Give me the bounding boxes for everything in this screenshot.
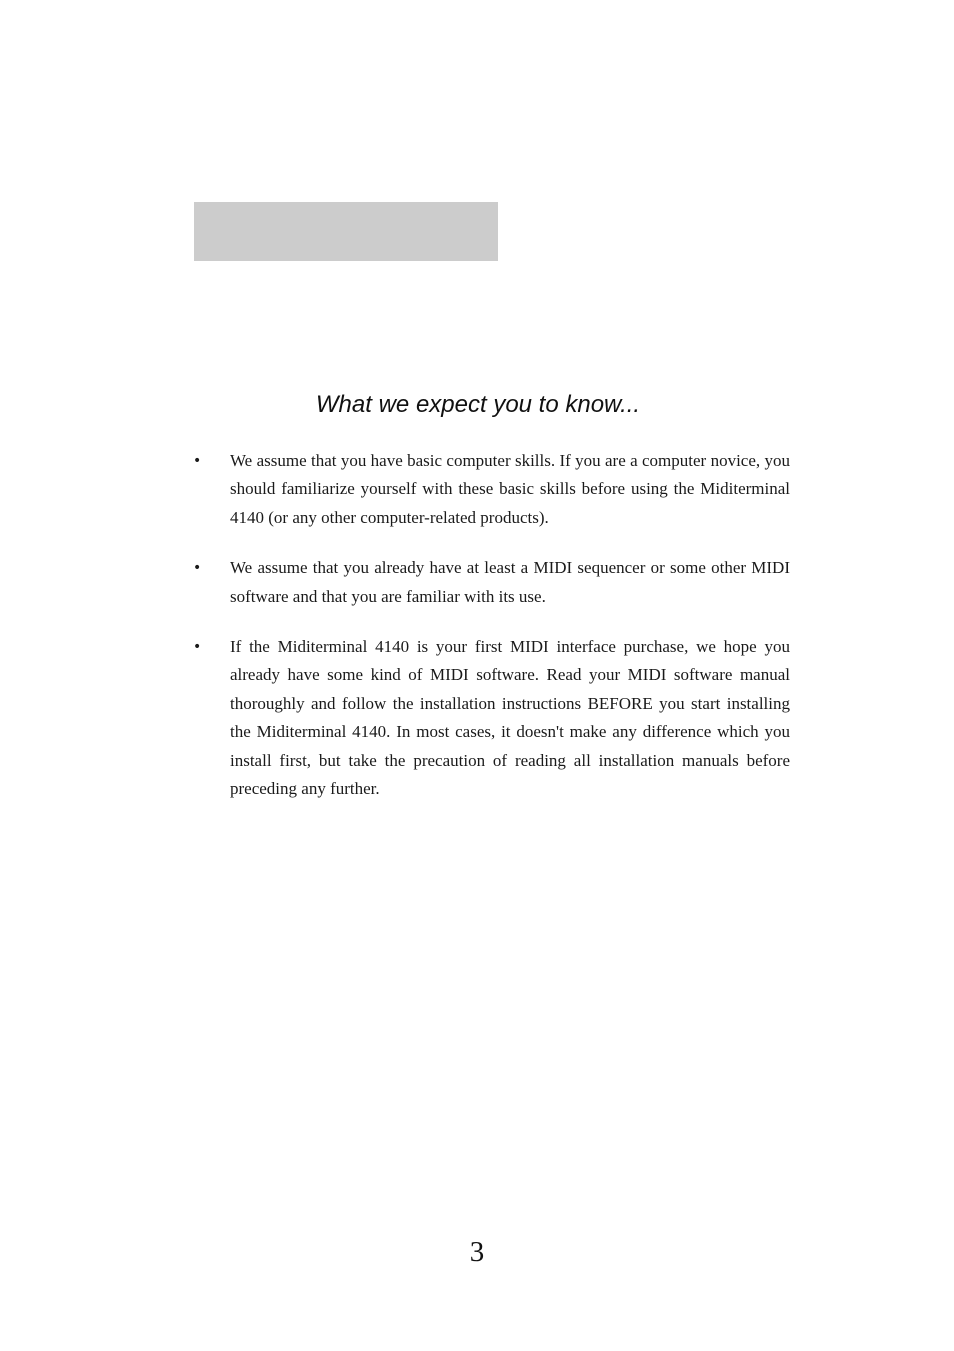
page-number: 3 — [469, 1236, 485, 1268]
list-item — [193, 554, 790, 611]
assumptions-list — [193, 447, 790, 825]
list-item-text: If the Miditerminal 4140 is your first MIDI interface purchase, we hope you already have some kind of MIDI software. Read your MIDI software manual thoroughly and follow the installation instructions BEFORE you start installing the Miditerminal 4140. In most cases, it doesn't make any difference which you install first, but take the precaution of reading all installation manuals before preceding any further. — [230, 637, 790, 799]
bullet-icon: • — [193, 453, 202, 469]
bullet-icon: • — [193, 560, 202, 577]
list-item — [193, 447, 790, 532]
list-item-text: We assume that you already have at least a MIDI sequencer or some other MIDI software and that you are familiar with its use. — [230, 558, 790, 606]
list-item-text: We assume that you have basic computer skills. If you are a computer novice, you should familiarize yourself with these basic skills before using the Miditerminal 4140 (or any other computer-related products). — [230, 451, 790, 527]
section-heading: What we expect you to know... — [315, 391, 641, 418]
list-item — [193, 633, 790, 803]
bullet-icon: • — [193, 639, 202, 656]
gray-header-block — [194, 202, 498, 261]
